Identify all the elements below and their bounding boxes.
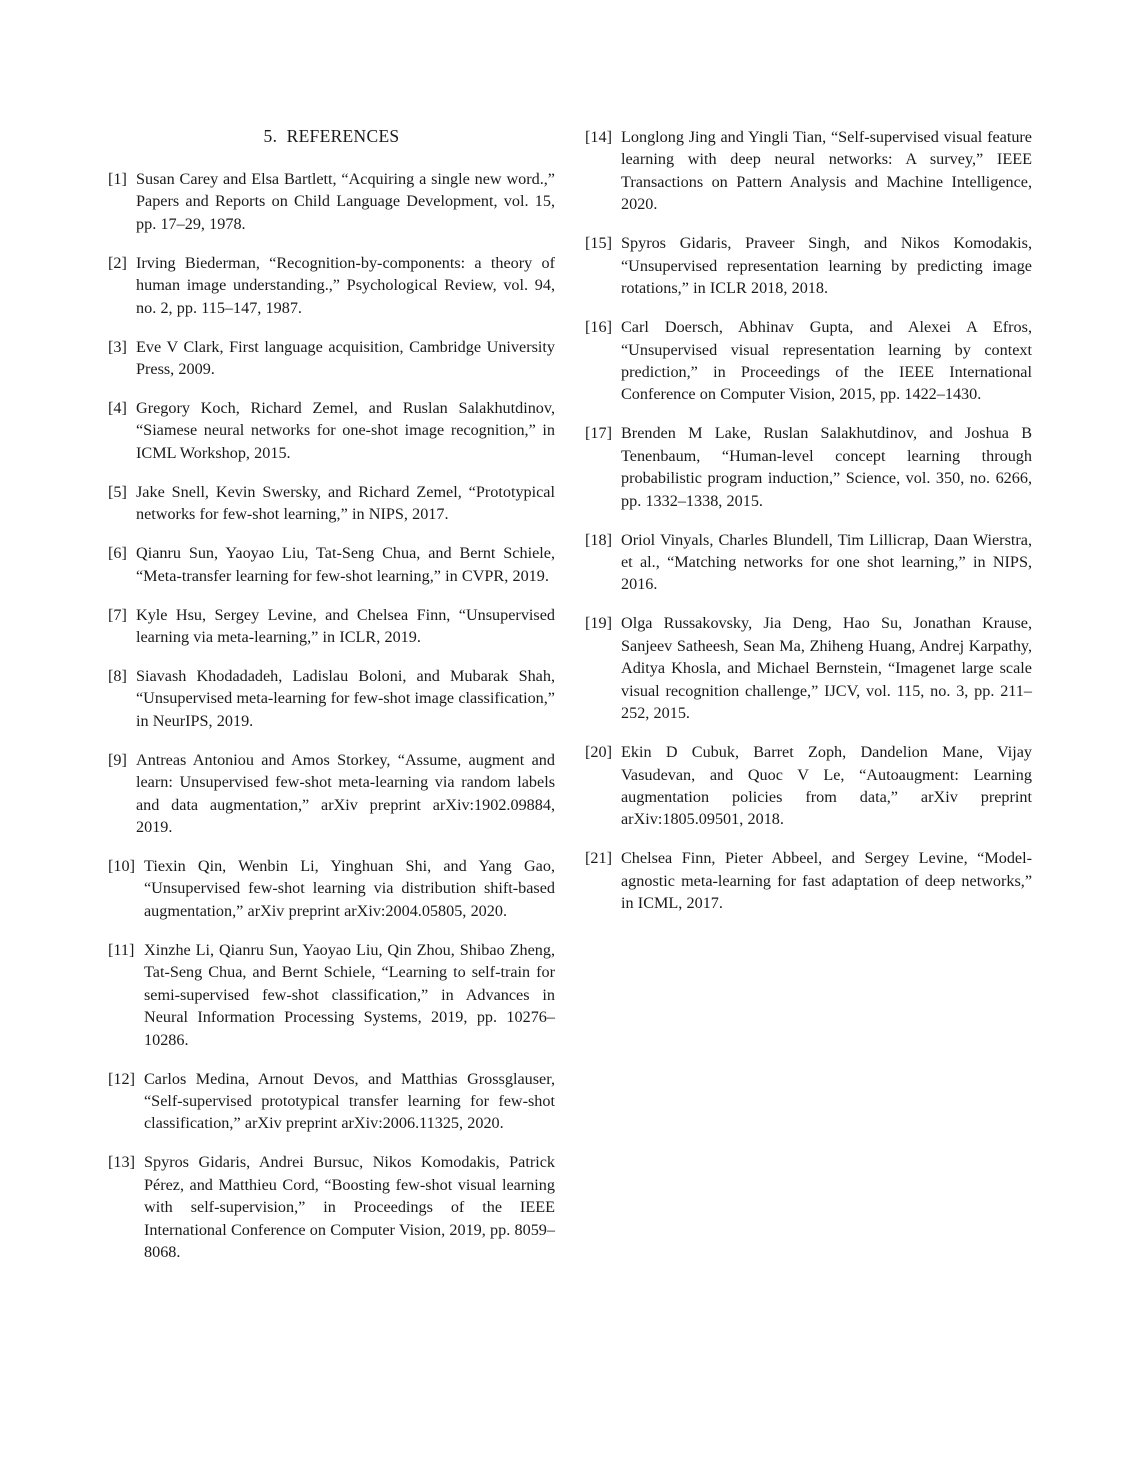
reference-number: [14] — [585, 128, 612, 146]
reference-entry — [585, 612, 1032, 724]
reference-list-right — [585, 126, 1032, 915]
reference-text: Spyros Gidaris, Praveer Singh, and Nikos Komodakis, “Unsupervised representation learning by predicting image rotations,” in ICLR 2018, 2018. — [621, 234, 1032, 298]
reference-text: Longlong Jing and Yingli Tian, “Self-supervised visual feature learning with deep neural networks: A survey,” IEEE Transactions on Pattern Analysis and Machine Intelligence, 2020. — [621, 128, 1032, 214]
reference-entry — [108, 168, 555, 235]
reference-text: Susan Carey and Elsa Bartlett, “Acquiring a single new word.,” Papers and Reports on Child Language Development, vol. 15, pp. 17–29, 1978. — [136, 170, 555, 233]
reference-number: [4] — [108, 399, 127, 417]
reference-entry — [585, 316, 1032, 406]
reference-number: [7] — [108, 605, 127, 624]
two-column-body — [108, 126, 1033, 1280]
reference-text: Kyle Hsu, Sergey Levine, and Chelsea Finn, “Unsupervised learning via meta-learning,” in ICLR, 2019. — [136, 605, 555, 646]
reference-text: Ekin D Cubuk, Barret Zoph, Dandelion Mane, Vijay Vasudevan, and Quoc V Le, “Autoaugment: Learning augmentation policies from data,” arXiv preprint arXiv:1805.09501, 2018. — [621, 743, 1032, 829]
reference-list-left — [108, 168, 555, 1264]
reference-entry — [108, 397, 555, 464]
reference-number: [8] — [108, 666, 127, 685]
right-column — [585, 126, 1032, 931]
reference-entry — [108, 542, 555, 587]
reference-number: [13] — [108, 1153, 135, 1172]
reference-text: Tiexin Qin, Wenbin Li, Yinghuan Shi, and Yang Gao, “Unsupervised few-shot learning via distribution shift-based augmentation,” arXiv preprint arXiv:2004.05805, 2020. — [144, 857, 555, 920]
reference-entry — [108, 1151, 555, 1263]
reference-text: Oriol Vinyals, Charles Blundell, Tim Lillicrap, Daan Wierstra, et al., “Matching networks for one shot learning,” in NIPS, 2016. — [621, 530, 1032, 594]
reference-entry — [108, 336, 555, 381]
reference-entry — [108, 252, 555, 319]
reference-entry — [585, 232, 1032, 299]
reference-number: [1] — [108, 170, 127, 188]
reference-number: [3] — [108, 337, 127, 356]
reference-text: Brenden M Lake, Ruslan Salakhutdinov, and Joshua B Tenenbaum, “Human-level concept learning through probabilistic program induction,” Science, vol. 350, no. 6266, pp. 1332–1338, 2015. — [621, 424, 1032, 510]
reference-text: Xinzhe Li, Qianru Sun, Yaoyao Liu, Qin Zhou, Shibao Zheng, Tat-Seng Chua, and Bernt Schiele, “Learning to self-train for semi-supervised few-shot classification,” in Advances in Neural Information Processing Systems, 2019, pp. 10276–10286. — [144, 940, 555, 1049]
reference-entry — [108, 604, 555, 649]
reference-text: Olga Russakovsky, Jia Deng, Hao Su, Jonathan Krause, Sanjeev Satheesh, Sean Ma, Zhiheng Huang, Andrej Karpathy, Aditya Khosla, and Michael Bernstein, “Imagenet large scale visual recognition challenge,” IJCV, vol. 115, no. 3, pp. 211–252, 2015. — [621, 614, 1032, 723]
left-column — [108, 126, 555, 1280]
reference-text: Carl Doersch, Abhinav Gupta, and Alexei A Efros, “Unsupervised visual representation learning by context prediction,” in Proceedings of the IEEE International Conference on Computer Vision, 2015, pp. 1422–1430. — [621, 318, 1032, 404]
reference-number: [15] — [585, 234, 612, 253]
reference-number: [19] — [585, 614, 612, 633]
reference-entry — [108, 939, 555, 1051]
reference-number: [18] — [585, 530, 612, 549]
reference-text: Jake Snell, Kevin Swersky, and Richard Zemel, “Prototypical networks for few-shot learning,” in NIPS, 2017. — [136, 482, 555, 524]
reference-entry — [108, 481, 555, 526]
reference-text: Spyros Gidaris, Andrei Bursuc, Nikos Komodakis, Patrick Pérez, and Matthieu Cord, “Boosting few-shot visual learning with self-supervision,” in Proceedings of the IEEE International Conference on Computer Vision, 2019, pp. 8059–8068. — [144, 1153, 555, 1262]
reference-entry — [585, 741, 1032, 831]
reference-entry — [108, 855, 555, 922]
reference-entry — [108, 665, 555, 732]
reference-number: [20] — [585, 743, 612, 762]
reference-entry — [585, 529, 1032, 596]
reference-entry — [585, 422, 1032, 512]
reference-number: [10] — [108, 857, 135, 875]
reference-entry — [585, 847, 1032, 914]
reference-number: [11] — [108, 940, 135, 959]
reference-number: [9] — [108, 750, 127, 769]
reference-entry — [585, 126, 1032, 216]
reference-number: [16] — [585, 318, 612, 337]
reference-text: Gregory Koch, Richard Zemel, and Ruslan Salakhutdinov, “Siamese neural networks for one-shot image recognition,” in ICML Workshop, 2015. — [136, 399, 555, 462]
reference-text: Antreas Antoniou and Amos Storkey, “Assume, augment and learn: Unsupervised few-shot meta-learning via random labels and data augmentation,” arXiv preprint arXiv:1902.09884, 2019. — [136, 750, 555, 837]
reference-entry — [108, 749, 555, 839]
reference-text: Qianru Sun, Yaoyao Liu, Tat-Seng Chua, and Bernt Schiele, “Meta-transfer learning for few-shot learning,” in CVPR, 2019. — [136, 544, 555, 585]
reference-text: Eve V Clark, First language acquisition, Cambridge University Press, 2009. — [136, 337, 555, 379]
reference-text: Chelsea Finn, Pieter Abbeel, and Sergey Levine, “Model-agnostic meta-learning for fast adaptation of deep networks,” in ICML, 2017. — [621, 849, 1032, 913]
reference-number: [5] — [108, 482, 127, 501]
reference-number: [17] — [585, 424, 612, 443]
reference-text: Carlos Medina, Arnout Devos, and Matthias Grossglauser, “Self-supervised prototypical transfer learning for few-shot classification,” arXiv preprint arXiv:2006.11325, 2020. — [144, 1069, 555, 1133]
reference-number: [21] — [585, 849, 612, 868]
reference-text: Irving Biederman, “Recognition-by-components: a theory of human image understanding.,” Psychological Review, vol. 94, no. 2, pp. 115–147, 1987. — [136, 253, 555, 317]
reference-entry — [108, 1068, 555, 1135]
reference-number: [12] — [108, 1069, 135, 1088]
page-title: 5. REFERENCES — [263, 126, 400, 146]
reference-number: [2] — [108, 253, 127, 272]
reference-text: Siavash Khodadadeh, Ladislau Boloni, and Mubarak Shah, “Unsupervised meta-learning for few-shot image classification,” in NeurIPS, 2019. — [136, 666, 555, 730]
reference-number: [6] — [108, 544, 127, 563]
